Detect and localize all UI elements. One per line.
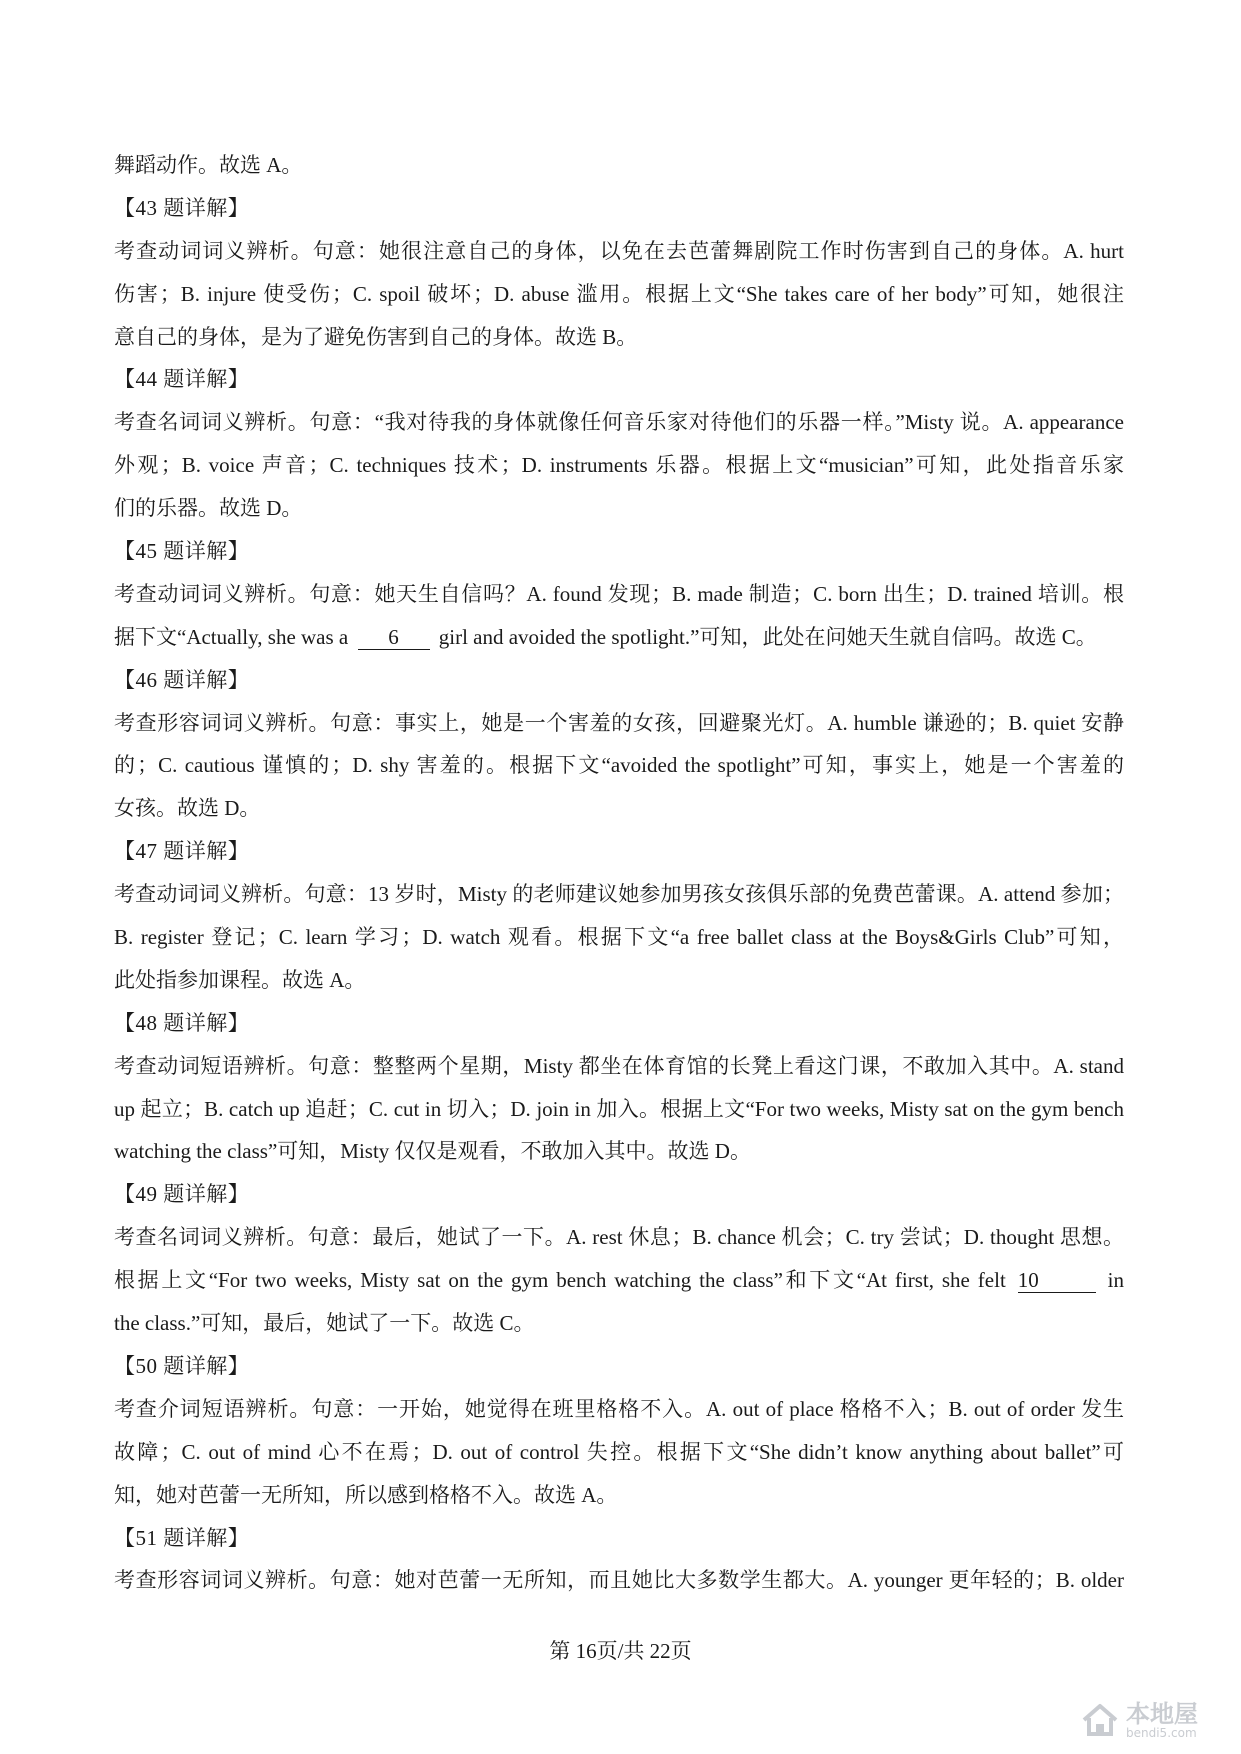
section-heading: 【43 题详解】	[114, 195, 250, 220]
text-line: 女孩。故选 D。	[114, 796, 261, 821]
text-line: 此处指参加课程。故选 A。	[114, 967, 366, 992]
section-heading: 【50 题详解】	[114, 1353, 250, 1378]
section-heading: 【45 题详解】	[114, 539, 250, 564]
text-segment: 根据上文“For two weeks, Misty sat on the gym bench watching the class”和下文“At first, she felt	[114, 1268, 1006, 1293]
watermark	[1080, 1690, 1240, 1750]
text-line: watching the class”可知，Misty 仅仅是观看，不敢加入其中。故选 D。	[114, 1139, 751, 1164]
page-number: 第 16页/共 22页	[549, 1639, 692, 1663]
section-heading: 【51 题详解】	[114, 1525, 250, 1550]
text-line: 伤害；B. injure 使受伤；C. spoil 破坏；D. abuse 滥用。根据上文“She takes care of her body”可知，她很注	[114, 281, 1124, 306]
text-line: 的；C. cautious 谨慎的；D. shy 害羞的。根据下文“avoided the spotlight”可知，事实上，她是一个害羞的	[114, 753, 1124, 778]
watermark-url: bendi5.com	[1126, 1725, 1197, 1740]
text-line: 考查介词短语辨析。句意：一开始，她觉得在班里格格不入。A. out of place 格格不入；B. out of order 发生	[114, 1396, 1124, 1421]
watermark-text: 本地屋	[1126, 1699, 1198, 1728]
answer-blank: 6	[358, 625, 430, 650]
section-heading: 【48 题详解】	[114, 1010, 250, 1035]
text-line: 考查动词词义辨析。句意：13 岁时，Misty 的老师建议她参加男孩女孩俱乐部的免费芭蕾课。A. attend 参加；	[114, 882, 1124, 907]
section-heading: 【47 题详解】	[114, 839, 250, 864]
text-segment: in	[1107, 1268, 1125, 1293]
text-line: 考查动词词义辨析。句意：她很注意自己的身体，以免在去芭蕾舞剧院工作时伤害到自己的身体。A. hurt	[114, 238, 1124, 263]
text-line: 考查名词词义辨析。句意：“我对待我的身体就像任何音乐家对待他们的乐器一样。”Misty 说。A. appearance	[114, 410, 1124, 435]
section-heading: 【46 题详解】	[114, 667, 250, 692]
text-line: 考查形容词词义辨析。句意：事实上，她是一个害羞的女孩，回避聚光灯。A. humble 谦逊的；B. quiet 安静	[114, 710, 1124, 735]
answer-blank: 10	[1018, 1268, 1096, 1293]
text-line: 考查名词词义辨析。句意：最后，她试了一下。A. rest 休息；B. chance 机会；C. try 尝试；D. thought 思想。	[114, 1225, 1124, 1250]
text-segment: 据下文“Actually, she was a	[114, 624, 349, 649]
text-line: the class.”可知，最后，她试了一下。故选 C。	[114, 1311, 535, 1336]
text-line: 意自己的身体，是为了避免伤害到自己的身体。故选 B。	[114, 324, 638, 349]
house-icon	[1080, 1700, 1120, 1740]
text-line-with-blank	[114, 1259, 1124, 1302]
text-line: B. register 登记；C. learn 学习；D. watch 观看。根据下文“a free ballet class at the Boys&Girls Club”可知，	[114, 925, 1124, 950]
section-heading: 【49 题详解】	[114, 1182, 250, 1207]
text-line: 考查形容词词义辨析。句意：她对芭蕾一无所知，而且她比大多数学生都大。A. younger 更年轻的；B. older	[114, 1568, 1124, 1593]
document-body	[114, 144, 1124, 1602]
text-line: 们的乐器。故选 D。	[114, 496, 303, 521]
text-line: 知，她对芭蕾一无所知，所以感到格格不入。故选 A。	[114, 1482, 618, 1507]
text-line: 考查动词短语辨析。句意：整整两个星期，Misty 都坐在体育馆的长凳上看这门课，不敢加入其中。A. stand	[114, 1053, 1124, 1078]
text-line: 考查动词词义辨析。句意：她天生自信吗？A. found 发现；B. made 制造；C. born 出生；D. trained 培训。根	[114, 581, 1124, 606]
text-line: 外观；B. voice 声音；C. techniques 技术；D. instruments 乐器。根据上文“musician”可知，此处指音乐家	[114, 453, 1124, 478]
text-segment: girl and avoided the spotlight.”可知，此处在问她天生就自信吗。故选 C。	[438, 624, 1097, 649]
section-heading: 【44 题详解】	[114, 367, 250, 392]
text-line: up 起立；B. catch up 追赶；C. cut in 切入；D. join in 加入。根据上文“For two weeks, Misty sat on the gym bench	[114, 1096, 1124, 1121]
text-line-with-blank	[114, 616, 1124, 659]
text-line: 舞蹈动作。故选 A。	[114, 153, 303, 177]
text-line: 故障；C. out of mind 心不在焉；D. out of control 失控。根据下文“She didn’t know anything about ballet”可	[114, 1439, 1124, 1464]
